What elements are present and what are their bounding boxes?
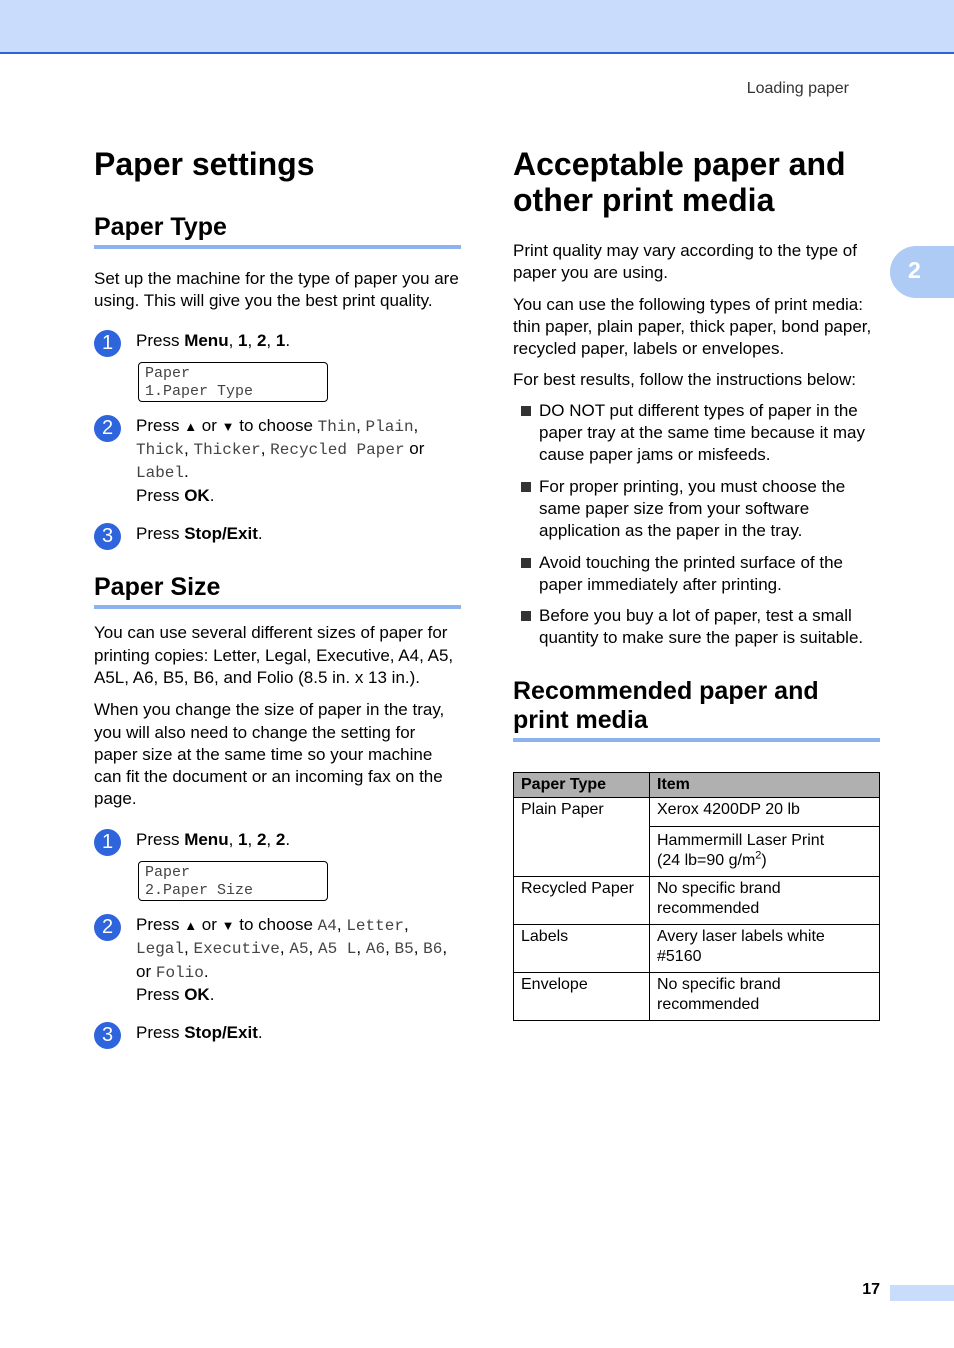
heading-paper-size: Paper Size bbox=[94, 573, 461, 609]
paper-size-step-2: 2 Press ▲ or ▼ to choose A4, Letter, Legal, Executive, A5, A5 L, A6, B5, B6, or Folio. Press OK. bbox=[94, 914, 461, 1006]
section-title-paper-settings: Paper settings bbox=[94, 146, 315, 182]
section-title-acceptable-paper: Acceptable paper and other print media bbox=[513, 146, 846, 218]
page-number: 17 bbox=[862, 1281, 880, 1298]
right-column bbox=[513, 140, 880, 1021]
table-row bbox=[514, 876, 880, 924]
table-cell: No specific brand recommended bbox=[650, 876, 880, 924]
paper-size-step-3: 3 Press Stop/Exit. bbox=[94, 1022, 461, 1044]
step-number: 3 bbox=[94, 1022, 121, 1049]
bullet-square-icon bbox=[521, 558, 531, 568]
paper-type-step-1: 1 Press Menu, 1, 2, 1. bbox=[94, 330, 461, 352]
ok-key: OK bbox=[184, 485, 210, 505]
table-row bbox=[514, 972, 880, 1020]
list-item: Before you buy a lot of paper, test a small quantity to make sure the paper is suitable. bbox=[513, 605, 880, 650]
table-cell: Labels bbox=[514, 924, 650, 972]
table-cell: No specific brand recommended bbox=[650, 972, 880, 1020]
step-number: 2 bbox=[94, 914, 121, 941]
left-column bbox=[94, 140, 461, 1045]
menu-key: Menu bbox=[184, 330, 229, 350]
bullet-square-icon bbox=[521, 482, 531, 492]
menu-key: Menu bbox=[184, 829, 229, 849]
up-arrow-icon: ▲ bbox=[184, 418, 198, 434]
table-row bbox=[514, 924, 880, 972]
ok-key: OK bbox=[184, 984, 210, 1004]
header-band bbox=[0, 0, 954, 54]
column-header: Paper Type bbox=[514, 772, 650, 797]
step-number: 2 bbox=[94, 415, 121, 442]
running-header: Loading paper bbox=[746, 80, 849, 97]
column-header: Item bbox=[650, 772, 880, 797]
list-item: For proper printing, you must choose the same paper size from your software application as the paper in the tray. bbox=[513, 476, 880, 543]
paper-type-intro: Set up the machine for the type of paper you are using. This will give you the best print quality. bbox=[94, 269, 459, 311]
instruction-list bbox=[513, 400, 880, 650]
table-cell: Envelope bbox=[514, 972, 650, 1020]
paper-type-step-2: 2 Press ▲ or ▼ to choose Thin, Plain, Thick, Thicker, Recycled Paper or Label. Press OK. bbox=[94, 415, 461, 507]
heading-paper-type: Paper Type bbox=[94, 213, 461, 249]
paper-type-step-3: 3 Press Stop/Exit. bbox=[94, 523, 461, 545]
step-number: 1 bbox=[94, 829, 121, 856]
list-item: Avoid touching the printed surface of the paper immediately after printing. bbox=[513, 552, 880, 597]
down-arrow-icon: ▼ bbox=[221, 418, 235, 434]
down-arrow-icon: ▼ bbox=[221, 918, 235, 934]
heading-recommended-paper: Recommended paper and print media bbox=[513, 677, 880, 742]
table-cell: Hammermill Laser Print (24 lb=90 $g/m^2$) bbox=[650, 826, 880, 876]
chapter-tab bbox=[890, 246, 954, 298]
lcd-display: Paper 2.Paper Size bbox=[138, 861, 328, 901]
table-cell: Plain Paper bbox=[514, 797, 650, 876]
paper-size-para-2: When you change the size of paper in the tray, you will also need to change the setting for paper size at the same time so your machine can fit the document or an incoming fax on the page. bbox=[94, 700, 445, 809]
stop-exit-key: Stop/Exit bbox=[184, 1023, 258, 1043]
list-item: DO NOT put different types of paper in the paper tray at the same time because it may cause paper jams or misfeeds. bbox=[513, 400, 880, 467]
lcd-display: Paper 1.Paper Type bbox=[138, 362, 328, 402]
recommended-paper-table bbox=[513, 772, 880, 1021]
stop-exit-key: Stop/Exit bbox=[184, 524, 258, 544]
paper-size-para-1: You can use several different sizes of paper for printing copies: Letter, Legal, Executive, A4, A5, A5L, A6, B5, B6, and Folio (8.5 in. x 13 in.). bbox=[94, 623, 454, 687]
table-cell: Xerox 4200DP 20 lb bbox=[650, 797, 880, 826]
table-row bbox=[514, 797, 880, 826]
bullet-square-icon bbox=[521, 611, 531, 621]
table-header-row bbox=[514, 772, 880, 797]
best-results-para: For best results, follow the instructions below: bbox=[513, 370, 856, 390]
up-arrow-icon: ▲ bbox=[184, 918, 198, 934]
media-types-para: You can use the following types of print media: thin paper, plain paper, thick paper, bond paper, recycled paper, labels or envelopes. bbox=[513, 294, 872, 359]
step-number: 3 bbox=[94, 523, 121, 550]
bullet-square-icon bbox=[521, 406, 531, 416]
chapter-number: 2 bbox=[908, 257, 921, 283]
print-quality-para: Print quality may vary according to the type of paper you are using. bbox=[513, 241, 857, 283]
step-number: 1 bbox=[94, 330, 121, 357]
table-cell: Avery laser labels white #5160 bbox=[650, 924, 880, 972]
footer-band bbox=[890, 1285, 954, 1301]
paper-size-step-1: 1 Press Menu, 1, 2, 2. bbox=[94, 829, 461, 851]
table-cell: Recycled Paper bbox=[514, 876, 650, 924]
